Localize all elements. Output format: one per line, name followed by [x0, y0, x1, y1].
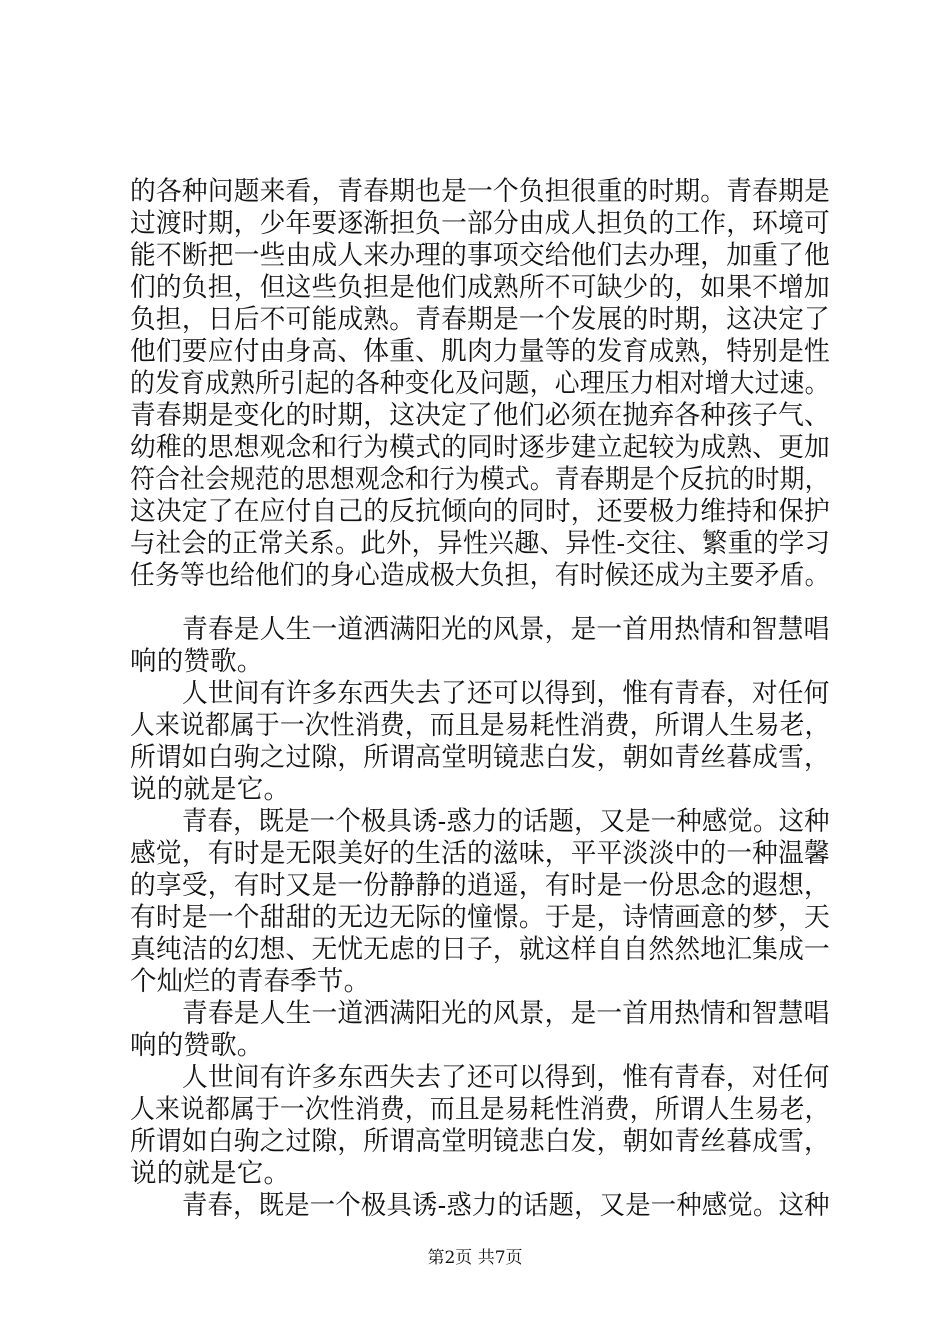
text-line: 的享受，有时又是一份静静的逍遥，有时是一份思念的遐想，: [130, 870, 830, 901]
text-line: 所谓如白驹之过隙，所谓高堂明镜悲白发，朝如青丝暮成雪，: [130, 742, 830, 773]
text-line: 的各种问题来看，青春期也是一个负担很重的时期。青春期是: [130, 176, 830, 207]
text-line: 响的赞歌。: [130, 646, 264, 677]
text-line: 人来说都属于一次性消费，而且是易耗性消费，所谓人生易老，: [130, 1094, 830, 1125]
text-line: 符合社会规范的思想观念和行为模式。青春期是个反抗的时期，: [130, 464, 830, 495]
text-line: 说的就是它。: [130, 774, 291, 805]
text-line: 人世间有许多东西失去了还可以得到，惟有青春，对任何: [182, 678, 830, 709]
text-line: 人世间有许多东西失去了还可以得到，惟有青春，对任何: [182, 1062, 830, 1093]
text-line: 青春期是变化的时期，这决定了他们必须在抛弃各种孩子气、: [130, 400, 830, 431]
text-line: 有时是一个甜甜的无边无际的憧憬。于是，诗情画意的梦，天: [130, 902, 830, 933]
text-line: 真纯洁的幻想、无忧无虑的日子，就这样自自然然地汇集成一: [130, 934, 830, 965]
text-line: 青春，既是一个极具诱-惑力的话题，又是一种感觉。这种: [182, 806, 830, 837]
text-line: 人来说都属于一次性消费，而且是易耗性消费，所谓人生易老，: [130, 710, 830, 741]
text-line: 们的负担，但这些负担是他们成熟所不可缺少的，如果不增加: [130, 272, 830, 303]
text-line: 他们要应付由身高、体重、肌肉力量等的发育成熟，特别是性: [130, 336, 830, 367]
text-line: 能不断把一些由成人来办理的事项交给他们去办理，加重了他: [130, 240, 830, 271]
text-line: 说的就是它。: [130, 1158, 291, 1189]
text-line: 过渡时期，少年要逐渐担负一部分由成人担负的工作，环境可: [130, 208, 830, 239]
text-line: 响的赞歌。: [130, 1030, 264, 1061]
text-line: 负担，日后不可能成熟。青春期是一个发展的时期，这决定了: [130, 304, 830, 335]
text-line: 青春是人生一道洒满阳光的风景，是一首用热情和智慧唱: [182, 614, 830, 645]
text-line: 青春，既是一个极具诱-惑力的话题，又是一种感觉。这种: [182, 1190, 830, 1221]
text-line: 所谓如白驹之过隙，所谓高堂明镜悲白发，朝如青丝暮成雪，: [130, 1126, 830, 1157]
text-line: 青春是人生一道洒满阳光的风景，是一首用热情和智慧唱: [182, 998, 830, 1029]
text-line: 的发育成熟所引起的各种变化及问题，心理压力相对增大过速。: [130, 368, 830, 399]
text-line: 个灿烂的青春季节。: [130, 966, 371, 997]
text-line: 任务等也给他们的身心造成极大负担，有时候还成为主要矛盾。: [130, 560, 830, 591]
page-number-footer: 第2页 共7页: [427, 1248, 523, 1268]
text-line: 这决定了在应付自己的反抗倾向的同时，还要极力维持和保护: [130, 496, 830, 527]
text-line: 感觉，有时是无限美好的生活的滋味，平平淡淡中的一种温馨: [130, 838, 830, 869]
text-line: 幼稚的思想观念和行为模式的同时逐步建立起较为成熟、更加: [130, 432, 830, 463]
text-line: 与社会的正常关系。此外，异性兴趣、异性-交往、繁重的学习: [130, 528, 831, 559]
